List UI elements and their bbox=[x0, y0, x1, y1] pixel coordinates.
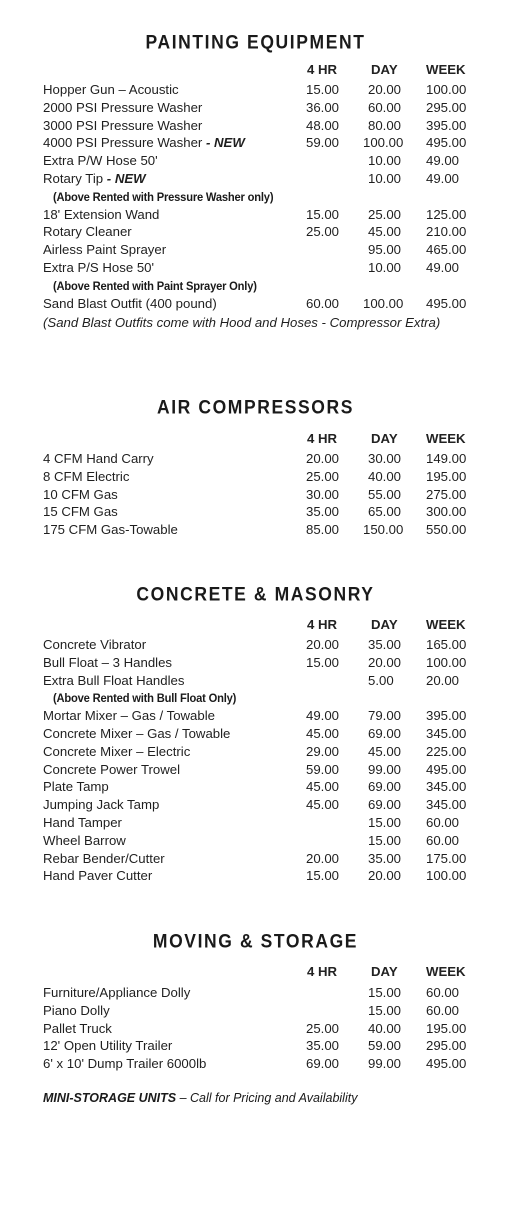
price-week: 195.00 bbox=[426, 468, 467, 484]
item-label: Pallet Truck bbox=[43, 1020, 112, 1036]
price-4hr: 25.00 bbox=[306, 1020, 340, 1036]
item-label: Plate Tamp bbox=[43, 779, 109, 795]
list-item bbox=[0, 762, 511, 780]
item-label: Concrete Mixer – Gas / Towable bbox=[43, 726, 231, 741]
price-week: 49.00 bbox=[426, 260, 460, 275]
item-name bbox=[43, 762, 180, 777]
price-4hr: 48.00 bbox=[306, 117, 340, 133]
pressure-washer-note: (Above Rented with Pressure Washer only) bbox=[53, 189, 274, 204]
item-label: 4000 PSI Pressure Washer bbox=[43, 135, 203, 151]
price-4hr: 20.00 bbox=[306, 451, 340, 466]
price-day: 100.00 bbox=[363, 135, 404, 151]
list-item bbox=[0, 82, 511, 100]
price-4hr: 69.00 bbox=[306, 1056, 340, 1072]
price-week: 495.00 bbox=[426, 295, 467, 311]
price-week: 495.00 bbox=[426, 135, 467, 151]
item-label: Jumping Jack Tamp bbox=[43, 797, 160, 813]
item-name bbox=[43, 708, 215, 723]
mini-storage-text: – Call for Pricing and Availability bbox=[176, 1091, 358, 1105]
item-name bbox=[43, 242, 166, 257]
item-label: 8 CFM Electric bbox=[43, 468, 130, 484]
item-label: Furniture/Appliance Dolly bbox=[43, 985, 191, 1000]
list-item bbox=[0, 815, 511, 833]
item-name bbox=[43, 655, 172, 670]
item-label: Airless Paint Sprayer bbox=[43, 242, 167, 258]
price-week: 195.00 bbox=[426, 1020, 467, 1036]
price-4hr: 45.00 bbox=[306, 779, 340, 795]
item-name bbox=[43, 451, 154, 466]
price-week: 100.00 bbox=[426, 82, 467, 97]
item-label: Rotary Tip bbox=[43, 171, 104, 186]
list-item bbox=[0, 985, 511, 1003]
price-4hr: 35.00 bbox=[306, 1038, 340, 1054]
list-item bbox=[0, 851, 511, 869]
mini-storage-note bbox=[43, 1091, 357, 1105]
item-name bbox=[43, 469, 129, 484]
item-name bbox=[43, 815, 122, 830]
list-item bbox=[0, 1056, 511, 1074]
price-day: 40.00 bbox=[368, 1020, 402, 1036]
new-badge: - NEW bbox=[103, 171, 146, 186]
list-item bbox=[0, 504, 511, 522]
item-name bbox=[43, 171, 146, 186]
header-day: DAY bbox=[371, 964, 398, 979]
item-label: Rebar Bender/Cutter bbox=[43, 850, 165, 866]
list-item bbox=[0, 655, 511, 673]
list-item bbox=[0, 207, 511, 225]
price-4hr: 59.00 bbox=[306, 135, 340, 151]
header-week: WEEK bbox=[426, 62, 466, 77]
moving-title: MOVING & STORAGE bbox=[152, 929, 359, 953]
price-week: 495.00 bbox=[426, 1056, 467, 1072]
concrete-title: CONCRETE & MASONRY bbox=[136, 582, 375, 606]
price-week: 495.00 bbox=[426, 761, 467, 777]
price-week: 49.00 bbox=[426, 171, 460, 186]
header-day: DAY bbox=[371, 617, 398, 632]
header-day: DAY bbox=[371, 431, 398, 446]
item-label: Sand Blast Outfit (400 pound) bbox=[43, 295, 217, 311]
list-item bbox=[0, 224, 511, 242]
price-week: 60.00 bbox=[426, 1002, 460, 1018]
item-label: Hopper Gun – Acoustic bbox=[43, 82, 179, 97]
price-day: 150.00 bbox=[363, 522, 404, 538]
item-label: Concrete Vibrator bbox=[43, 637, 147, 652]
item-name bbox=[43, 207, 159, 222]
price-day: 60.00 bbox=[368, 99, 402, 115]
list-item bbox=[0, 744, 511, 762]
list-item bbox=[0, 153, 511, 171]
list-item bbox=[0, 100, 511, 118]
price-week: 125.00 bbox=[426, 206, 467, 222]
item-label: Mortar Mixer – Gas / Towable bbox=[43, 708, 215, 724]
compressors-title: AIR COMPRESSORS bbox=[156, 395, 355, 419]
item-name bbox=[43, 868, 152, 883]
price-4hr: 59.00 bbox=[306, 761, 340, 777]
price-day: 20.00 bbox=[368, 868, 402, 884]
price-day: 45.00 bbox=[368, 224, 402, 240]
list-item bbox=[0, 868, 511, 886]
price-week: 60.00 bbox=[426, 832, 460, 848]
price-4hr: 45.00 bbox=[306, 726, 340, 741]
price-day: 15.00 bbox=[368, 832, 402, 848]
item-name bbox=[43, 487, 118, 502]
price-week: 345.00 bbox=[426, 797, 467, 813]
item-name bbox=[43, 726, 230, 741]
item-name bbox=[43, 851, 165, 866]
price-4hr: 60.00 bbox=[306, 295, 340, 311]
price-day: 10.00 bbox=[368, 171, 402, 186]
item-name bbox=[43, 522, 178, 537]
item-label: Bull Float – 3 Handles bbox=[43, 654, 173, 670]
item-label: Concrete Mixer – Electric bbox=[43, 743, 191, 759]
price-day: 15.00 bbox=[368, 1002, 402, 1018]
price-day: 80.00 bbox=[368, 117, 402, 133]
item-label: Extra P/W Hose 50' bbox=[43, 153, 158, 169]
item-label: 18' Extension Wand bbox=[43, 206, 160, 222]
price-4hr: 15.00 bbox=[306, 868, 340, 884]
price-week: 395.00 bbox=[426, 117, 467, 133]
price-4hr: 25.00 bbox=[306, 224, 340, 240]
list-item bbox=[0, 296, 511, 314]
item-label: 175 CFM Gas-Towable bbox=[43, 522, 178, 538]
header-4hr: 4 HR bbox=[307, 62, 338, 77]
item-label: 15 CFM Gas bbox=[43, 504, 118, 520]
price-day: 69.00 bbox=[368, 726, 402, 741]
price-day: 69.00 bbox=[368, 797, 402, 813]
header-4hr: 4 HR bbox=[307, 964, 338, 979]
price-day: 5.00 bbox=[368, 672, 394, 688]
item-label: Wheel Barrow bbox=[43, 832, 126, 848]
item-name bbox=[43, 224, 132, 239]
item-name bbox=[43, 673, 184, 688]
price-week: 275.00 bbox=[426, 486, 467, 502]
price-4hr: 35.00 bbox=[306, 504, 340, 520]
list-item bbox=[0, 797, 511, 815]
list-item bbox=[0, 487, 511, 505]
item-label: 2000 PSI Pressure Washer bbox=[43, 99, 203, 115]
list-item bbox=[0, 118, 511, 136]
price-day: 95.00 bbox=[368, 242, 402, 258]
list-item bbox=[0, 1003, 511, 1021]
price-day: 100.00 bbox=[363, 295, 404, 311]
header-week: WEEK bbox=[426, 617, 466, 632]
item-name bbox=[43, 985, 190, 1000]
list-item bbox=[0, 673, 511, 691]
item-label: Piano Dolly bbox=[43, 1002, 110, 1018]
price-4hr: 45.00 bbox=[306, 797, 340, 813]
price-day: 15.00 bbox=[368, 815, 402, 830]
price-day: 69.00 bbox=[368, 779, 402, 795]
item-name bbox=[43, 1003, 110, 1018]
price-4hr: 29.00 bbox=[306, 743, 340, 759]
mini-storage-label: MINI-STORAGE UNITS bbox=[43, 1091, 177, 1105]
item-label: 6' x 10' Dump Trailer 6000lb bbox=[43, 1056, 207, 1072]
price-week: 295.00 bbox=[426, 99, 467, 115]
list-item bbox=[0, 833, 511, 851]
item-name bbox=[43, 260, 154, 275]
price-day: 35.00 bbox=[368, 850, 402, 866]
item-label: 3000 PSI Pressure Washer bbox=[43, 117, 203, 133]
item-label: Hand Paver Cutter bbox=[43, 868, 153, 884]
sand-blast-note: (Sand Blast Outfits come with Hood and Hoses - Compressor Extra) bbox=[43, 315, 441, 331]
item-label: 12' Open Utility Trailer bbox=[43, 1038, 173, 1054]
header-4hr: 4 HR bbox=[307, 617, 338, 632]
list-item bbox=[0, 726, 511, 744]
list-item bbox=[0, 135, 511, 153]
list-item bbox=[0, 171, 511, 189]
price-week: 225.00 bbox=[426, 743, 467, 759]
price-day: 15.00 bbox=[368, 985, 402, 1000]
price-4hr: 20.00 bbox=[306, 637, 340, 652]
item-name bbox=[43, 637, 146, 652]
price-day: 99.00 bbox=[368, 1056, 402, 1072]
price-week: 345.00 bbox=[426, 726, 467, 741]
item-label: 4 CFM Hand Carry bbox=[43, 451, 154, 466]
paint-sprayer-note: (Above Rented with Paint Sprayer Only) bbox=[53, 278, 257, 293]
price-week: 49.00 bbox=[426, 153, 460, 169]
item-name bbox=[43, 744, 190, 759]
item-name bbox=[43, 82, 179, 97]
price-week: 60.00 bbox=[426, 815, 460, 830]
price-week: 20.00 bbox=[426, 672, 460, 688]
price-4hr: 25.00 bbox=[306, 468, 340, 484]
item-name bbox=[43, 1021, 112, 1036]
price-day: 20.00 bbox=[368, 654, 402, 670]
price-day: 35.00 bbox=[368, 637, 402, 652]
price-day: 10.00 bbox=[368, 153, 402, 169]
item-label: Extra Bull Float Handles bbox=[43, 672, 185, 688]
list-item bbox=[0, 1038, 511, 1056]
price-day: 10.00 bbox=[368, 260, 402, 275]
header-week: WEEK bbox=[426, 431, 466, 446]
price-4hr: 30.00 bbox=[306, 486, 340, 502]
header-day: DAY bbox=[371, 62, 398, 77]
item-label: 10 CFM Gas bbox=[43, 486, 118, 502]
price-day: 79.00 bbox=[368, 708, 402, 724]
item-name bbox=[43, 153, 158, 168]
item-name bbox=[43, 1038, 172, 1053]
item-label: Extra P/S Hose 50' bbox=[43, 260, 154, 275]
price-day: 30.00 bbox=[368, 451, 402, 466]
item-name bbox=[43, 797, 159, 812]
price-day: 99.00 bbox=[368, 761, 402, 777]
item-name bbox=[43, 118, 202, 133]
item-label: Concrete Power Trowel bbox=[43, 761, 181, 777]
price-week: 149.00 bbox=[426, 451, 467, 466]
price-day: 20.00 bbox=[368, 82, 402, 97]
new-badge: - NEW bbox=[202, 135, 245, 151]
price-week: 465.00 bbox=[426, 242, 467, 258]
item-name bbox=[43, 1056, 206, 1071]
item-name bbox=[43, 135, 245, 150]
item-label: Hand Tamper bbox=[43, 815, 122, 830]
price-week: 100.00 bbox=[426, 654, 467, 670]
item-name bbox=[43, 833, 126, 848]
price-week: 295.00 bbox=[426, 1038, 467, 1054]
item-name bbox=[43, 100, 202, 115]
price-week: 100.00 bbox=[426, 868, 467, 884]
list-item bbox=[0, 708, 511, 726]
price-4hr: 15.00 bbox=[306, 82, 340, 97]
price-week: 60.00 bbox=[426, 985, 460, 1000]
price-week: 345.00 bbox=[426, 779, 467, 795]
price-day: 59.00 bbox=[368, 1038, 402, 1054]
price-day: 65.00 bbox=[368, 504, 402, 520]
list-item bbox=[0, 637, 511, 655]
price-4hr: 36.00 bbox=[306, 99, 340, 115]
list-item bbox=[0, 779, 511, 797]
price-week: 395.00 bbox=[426, 708, 467, 724]
item-name bbox=[43, 296, 217, 311]
list-item bbox=[0, 260, 511, 278]
price-week: 300.00 bbox=[426, 504, 467, 520]
list-item bbox=[0, 451, 511, 469]
list-item bbox=[0, 242, 511, 260]
price-4hr: 15.00 bbox=[306, 206, 340, 222]
price-week: 175.00 bbox=[426, 850, 467, 866]
price-week: 165.00 bbox=[426, 637, 467, 652]
price-4hr: 49.00 bbox=[306, 708, 340, 724]
price-4hr: 20.00 bbox=[306, 850, 340, 866]
price-week: 550.00 bbox=[426, 522, 467, 538]
price-day: 25.00 bbox=[368, 206, 402, 222]
painting-title: PAINTING EQUIPMENT bbox=[145, 30, 366, 54]
item-name bbox=[43, 779, 109, 794]
price-4hr: 15.00 bbox=[306, 654, 340, 670]
header-4hr: 4 HR bbox=[307, 431, 338, 446]
price-day: 45.00 bbox=[368, 743, 402, 759]
list-item bbox=[0, 522, 511, 540]
price-4hr: 85.00 bbox=[306, 522, 340, 538]
bull-float-note: (Above Rented with Bull Float Only) bbox=[53, 691, 237, 706]
price-day: 40.00 bbox=[368, 468, 402, 484]
item-label: Rotary Cleaner bbox=[43, 224, 132, 240]
list-item bbox=[0, 1021, 511, 1039]
header-week: WEEK bbox=[426, 964, 466, 979]
price-day: 55.00 bbox=[368, 486, 402, 502]
item-name bbox=[43, 504, 118, 519]
list-item bbox=[0, 469, 511, 487]
price-week: 210.00 bbox=[426, 224, 467, 240]
